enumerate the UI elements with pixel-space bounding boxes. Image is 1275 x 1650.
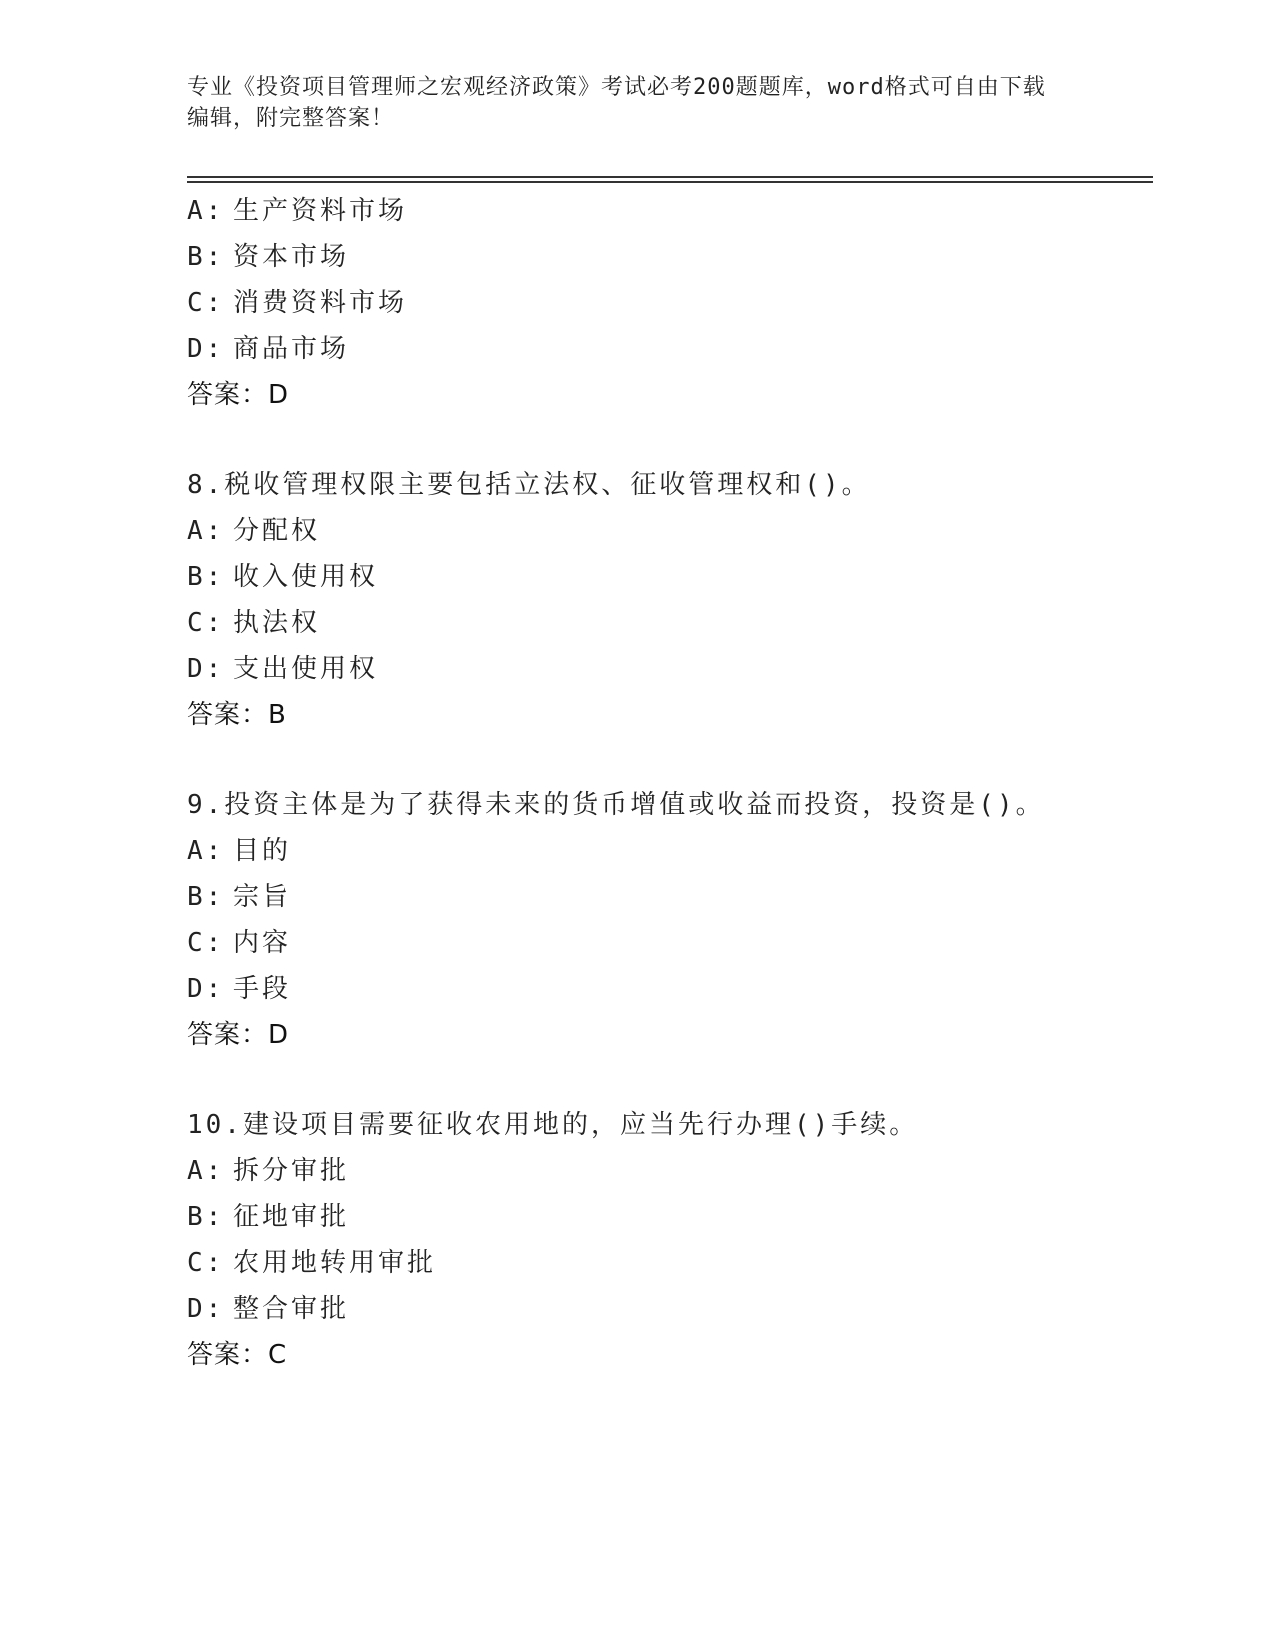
option-d <box>187 326 1153 372</box>
option-label: D: <box>187 1294 225 1324</box>
option-label: A: <box>187 196 225 226</box>
option-text: 分配权 <box>233 516 321 546</box>
option-label: D: <box>187 654 225 684</box>
question-block <box>187 462 1153 738</box>
option-c <box>187 600 1153 646</box>
document-header: 专业《投资项目管理师之宏观经济政策》考试必考200题题库，word格式可自由下载编辑，附完整答案！ <box>187 75 1046 131</box>
option-label: B: <box>187 562 225 592</box>
option-text: 商品市场 <box>233 334 350 364</box>
spacer <box>187 1058 1153 1102</box>
question-text: 9.投资主体是为了获得未来的货币增值或收益而投资，投资是()。 <box>187 790 1045 820</box>
option-b <box>187 1194 1153 1240</box>
option-label: D: <box>187 334 225 364</box>
option-label: B: <box>187 882 225 912</box>
option-a <box>187 188 1153 234</box>
option-b <box>187 874 1153 920</box>
option-text: 整合审批 <box>233 1294 350 1324</box>
header-rule-top <box>187 176 1153 178</box>
option-d <box>187 1286 1153 1332</box>
option-text: 消费资料市场 <box>233 288 408 318</box>
option-text: 宗旨 <box>233 882 292 912</box>
option-text: 征地审批 <box>233 1202 350 1232</box>
question-block <box>187 782 1153 1058</box>
answer-line: 答案：C <box>187 1340 288 1370</box>
option-label: B: <box>187 1202 225 1232</box>
option-label: C: <box>187 1248 225 1278</box>
header-rule-bottom <box>187 181 1153 183</box>
answer-line: 答案：D <box>187 380 290 410</box>
option-label: A: <box>187 516 225 546</box>
question-text: 10.建设项目需要征收农用地的，应当先行办理()手续。 <box>187 1110 919 1140</box>
option-text: 收入使用权 <box>233 562 379 592</box>
question-block <box>187 1102 1153 1378</box>
option-label: C: <box>187 928 225 958</box>
option-d <box>187 966 1153 1012</box>
option-label: A: <box>187 836 225 866</box>
question-list <box>187 188 1153 1378</box>
option-a <box>187 508 1153 554</box>
option-a <box>187 828 1153 874</box>
option-label: A: <box>187 1156 225 1186</box>
option-label: C: <box>187 608 225 638</box>
option-d <box>187 646 1153 692</box>
option-a <box>187 1148 1153 1194</box>
option-label: C: <box>187 288 225 318</box>
option-b <box>187 234 1153 280</box>
option-c <box>187 1240 1153 1286</box>
option-label: B: <box>187 242 225 272</box>
spacer <box>187 738 1153 782</box>
option-text: 农用地转用审批 <box>233 1248 437 1278</box>
answer-line: 答案：B <box>187 700 287 730</box>
option-text: 生产资料市场 <box>233 196 408 226</box>
option-text: 目的 <box>233 836 292 866</box>
option-b <box>187 554 1153 600</box>
option-text: 拆分审批 <box>233 1156 350 1186</box>
option-text: 执法权 <box>233 608 321 638</box>
option-text: 手段 <box>233 974 292 1004</box>
question-block <box>187 188 1153 418</box>
question-text: 8.税收管理权限主要包括立法权、征收管理权和()。 <box>187 470 871 500</box>
option-text: 资本市场 <box>233 242 350 272</box>
option-label: D: <box>187 974 225 1004</box>
option-text: 内容 <box>233 928 292 958</box>
option-text: 支出使用权 <box>233 654 379 684</box>
spacer <box>187 418 1153 462</box>
option-c <box>187 920 1153 966</box>
answer-line: 答案：D <box>187 1020 290 1050</box>
option-c <box>187 280 1153 326</box>
